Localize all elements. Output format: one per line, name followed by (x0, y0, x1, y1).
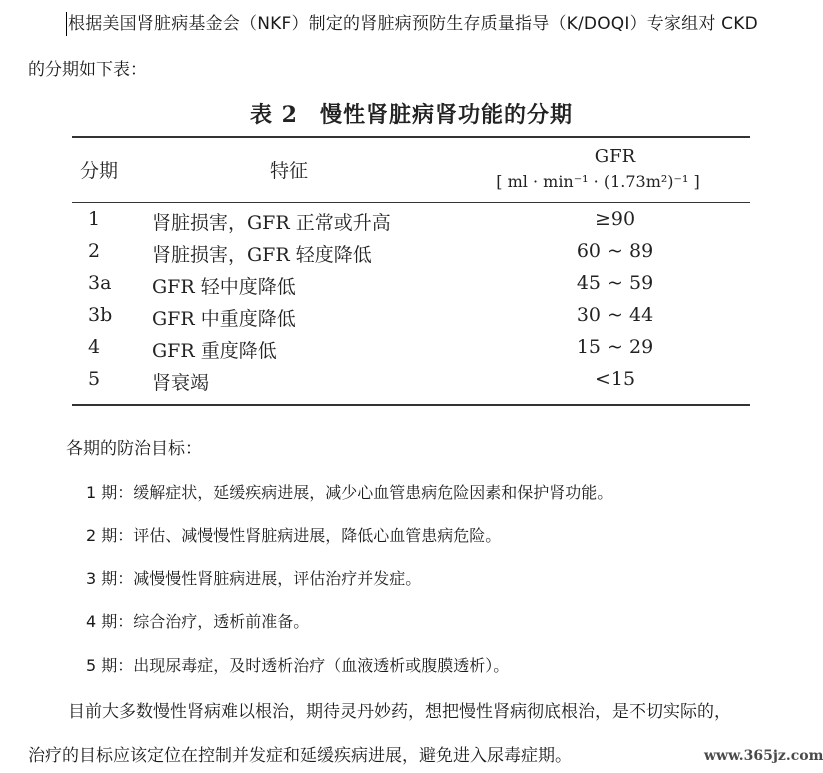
header-gfr-unit: [ ml · min⁻¹ · (1.73m²)⁻¹ ] (496, 172, 700, 191)
table-row (0, 368, 823, 400)
table-title-text: 慢性肾脏病肾功能的分期 (319, 102, 573, 128)
watermark: www.365jz.com (704, 748, 823, 764)
text-cursor (66, 12, 67, 36)
row-feature: 肾衰竭 (152, 372, 210, 394)
conclusion-line-1: 目前大多数慢性肾病难以根治，期待灵丹妙药，想把慢性肾病彻底根治，是不切实际的， (68, 702, 731, 722)
header-gfr: GFR (594, 146, 636, 167)
table-row (0, 336, 823, 368)
table-row (0, 208, 823, 240)
goal-item: 2 期：评估、减慢慢性肾脏病进展，降低心血管患病危险。 (86, 526, 502, 545)
table-row (0, 240, 823, 272)
row-gfr: ≥90 (594, 208, 636, 230)
row-gfr: 30 ~ 44 (576, 304, 654, 326)
table-bottom-rule (72, 404, 750, 406)
row-stage: 5 (88, 368, 101, 390)
row-feature: GFR 轻中度降低 (152, 276, 296, 298)
goal-item: 3 期：减慢慢性肾脏病进展，评估治疗并发症。 (86, 569, 422, 588)
goals-heading: 各期的防治目标： (66, 439, 202, 459)
intro-line-1: 根据美国肾脏病基金会（NKF）制定的肾脏病预防生存质量指导（K/DOQI）专家组对 CKD (68, 14, 758, 34)
row-stage: 2 (88, 240, 101, 262)
row-stage: 3b (88, 304, 113, 326)
row-stage: 1 (88, 208, 101, 230)
table-title-number: 表 2 (250, 102, 298, 128)
table-row (0, 304, 823, 336)
header-stage: 分期 (80, 160, 119, 182)
goal-item: 4 期：综合治疗，透析前准备。 (86, 612, 310, 631)
row-stage: 4 (88, 336, 101, 358)
row-feature: GFR 中重度降低 (152, 308, 296, 330)
table-top-rule (72, 136, 750, 138)
row-gfr: 45 ~ 59 (576, 272, 654, 294)
row-gfr: 15 ~ 29 (576, 336, 654, 358)
header-feature: 特征 (270, 160, 309, 182)
conclusion-line-2: 治疗的目标应该定位在控制并发症和延缓疾病进展，避免进入尿毒症期。 (28, 746, 572, 766)
table-header-rule (72, 202, 750, 203)
row-feature: 肾脏损害，GFR 正常或升高 (152, 212, 391, 234)
intro-line-2: 的分期如下表： (28, 60, 147, 80)
row-gfr: 60 ~ 89 (576, 240, 654, 262)
row-feature: 肾脏损害，GFR 轻度降低 (152, 244, 372, 266)
table-row (0, 272, 823, 304)
row-stage: 3a (88, 272, 112, 294)
row-gfr: <15 (594, 368, 636, 390)
goal-item: 1 期：缓解症状，延缓疾病进展，减少心血管患病危险因素和保护肾功能。 (86, 483, 614, 502)
goal-item: 5 期：出现尿毒症，及时透析治疗（血液透析或腹膜透析）。 (86, 656, 510, 675)
table-title (0, 98, 823, 129)
row-feature: GFR 重度降低 (152, 340, 277, 362)
